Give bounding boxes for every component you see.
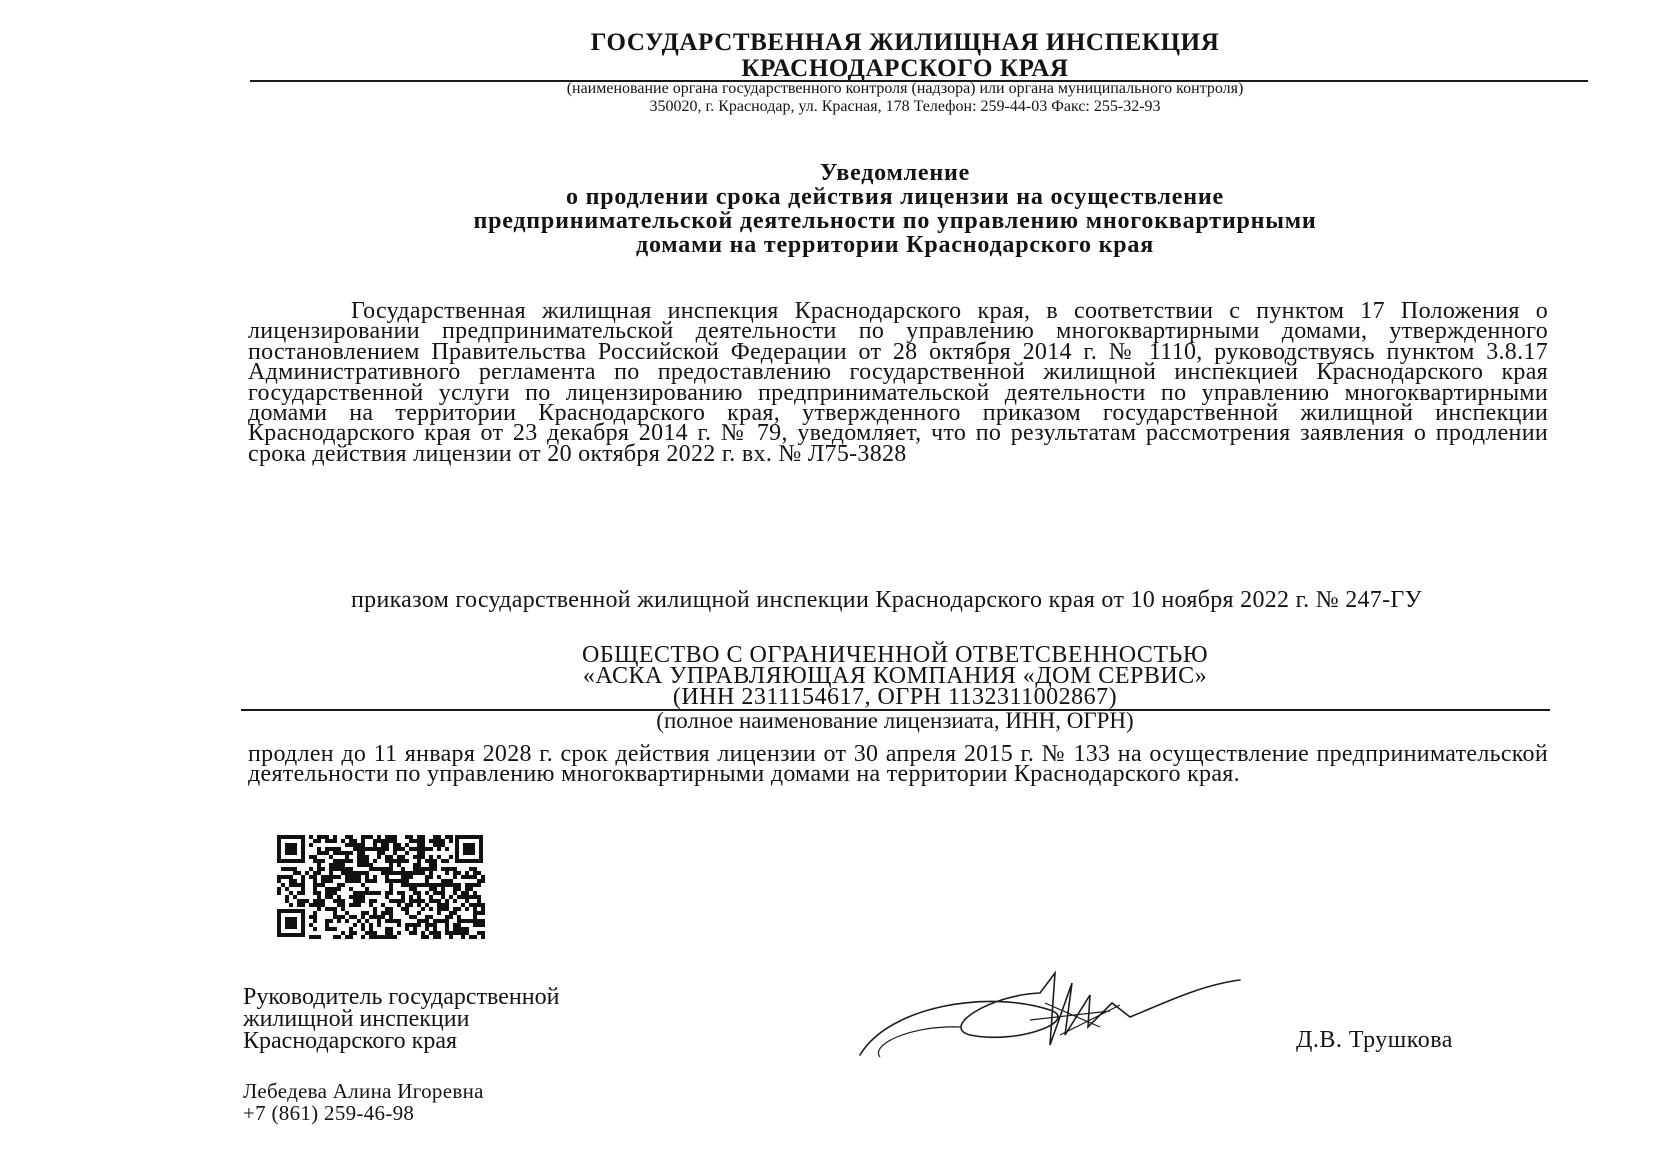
signer-position (243, 986, 559, 1052)
document-header (250, 30, 1560, 82)
document-title (240, 161, 1550, 257)
title-line4: домами на территории Краснодарского края (636, 232, 1154, 258)
licensee-caption: (полное наименование лицензиата, ИНН, ОГРН) (656, 708, 1134, 733)
licensee-line3: (ИНН 2311154617, ОГРН 1132311002867) (672, 684, 1118, 710)
position-line1: Руководитель государственной (243, 984, 560, 1010)
position-line2: жилищной инспекции (243, 1006, 470, 1032)
org-address: 350020, г. Краснодар, ул. Красная, 178 Телефон: 259-44-03 Факс: 255-32-93 (649, 98, 1161, 115)
org-name-line1: ГОСУДАРСТВЕННАЯ ЖИЛИЩНАЯ ИНСПЕКЦИЯ (590, 29, 1220, 56)
qr-code-icon (275, 833, 485, 939)
licensee-line2: «АСКА УПРАВЛЯЮЩАЯ КОМПАНИЯ «ДОМ СЕРВИС» (582, 663, 1208, 689)
body-paragraph-1: Государственная жилищная инспекция Краснодарского края, в соответствии с пунктом 17 Положения о лицензировании предпринимательской деятельности по управлению многоквартирными домами, утвержденного постановлением Правительства Российской Федерации от 28 октября 2014 г. № 1110, руководствуясь пунктом 3.8.17 Административного регламента по предоставлению государственной жилищной инспекцией Краснодарского края государственной услуги по лицензированию предпринимательской деятельности по управлению многоквартирными домами на территории Краснодарского края, утвержденного приказом государственной жилищной инспекции Краснодарского края от 23 декабря 2014 г. № 79, уведомляет, что по результатам рассмотрения заявления о продлении срока действия лицензии от 20 октября 2022 г. вх. № Л75-3828 (248, 298, 1548, 467)
title-line3: предпринимательской деятельности по управлению многоквартирными (473, 208, 1317, 234)
licensee-name (240, 642, 1550, 710)
licensee-line1: ОБЩЕСТВО С ОГРАНИЧЕННОЙ ОТВЕТСВЕННОСТЬЮ (582, 642, 1208, 668)
contact-block (243, 1080, 484, 1124)
position-line3: Краснодарского края (243, 1028, 458, 1054)
body-paragraph-2: приказом государственной жилищной инспекции Краснодарского края от 10 ноября 2022 г. № 247-ГУ (351, 587, 1422, 613)
signer-name: Д.В. Трушкова (1296, 1027, 1453, 1053)
org-name-line2: КРАСНОДАРСКОГО КРАЯ (741, 55, 1069, 82)
title-line1: Уведомление (819, 160, 971, 186)
contact-name: Лебедева Алина Игоревна (243, 1079, 484, 1103)
contact-phone: +7 (861) 259-46-98 (243, 1101, 415, 1125)
org-caption: (наименование органа государственного контроля (надзора) или органа муниципального контроля) (566, 80, 1244, 97)
header-meta (250, 80, 1560, 116)
title-line2: о продлении срока действия лицензии на осуществление (566, 184, 1224, 210)
handwritten-signature (850, 965, 1250, 1075)
extension-paragraph: продлен до 11 января 2028 г. срок действия лицензии от 30 апреля 2015 г. № 133 на осуществление предпринимательской деятельности по управлению многоквартирными домами на территории Краснодарского края. (248, 741, 1548, 788)
